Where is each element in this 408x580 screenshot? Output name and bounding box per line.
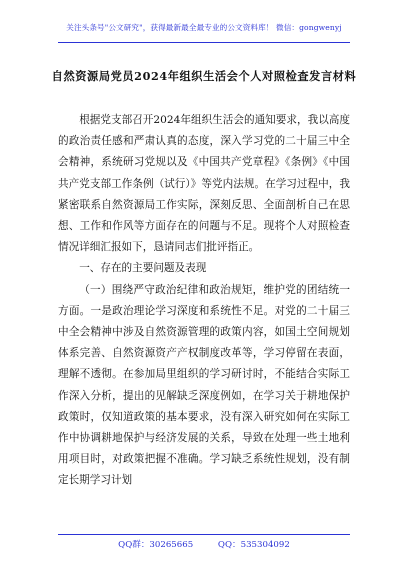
document-body [58, 110, 350, 492]
intro-paragraph: 根据党支部召开2024年组织生活会的通知要求，我以高度的政治责任感和严肃认真的态度，深入学习党的二十届三中全会精神，系统研习党规以及《中国共产党章程》《条例》《中国共产党支部工作条例（试行）》等党内法规。在学习过程中，我紧密联系自然资源局工作实际，深刻反思、全面剖析自己在思想、工作和作风等方面存在的问题与不足。现将个人对照检查情况详细汇报如下，恳请同志们批评指正。 [58, 114, 350, 254]
footer-qq-group: QQ群：30265665 [118, 540, 194, 550]
section-paragraph: （一）围绕严守政治纪律和政治规矩，维护党的团结统一方面。一是政治理论学习深度和系统性不足。对党的二十届三中全会精神中涉及自然资源管理的政策内容，如国土空间规划体系完善、自然资源资产产权制度改革等，学习停留在表面，理解不透彻。在参加局里组织的学习研讨时，不能结合实际工作深入分析，提出的见解缺乏深度例如，在学习关于耕地保护政策时，仅知道政策的基本要求，没有深入研究如何在实际工作中协调耕地保护与经济发展的关系，导致在处理一些土地利用项目时，对政策把握不准确。学习缺乏系统性规划，没有制定长期学习计划 [58, 283, 350, 487]
footer-divider [58, 534, 350, 535]
footer-contact [58, 538, 350, 550]
section-heading: 一、存在的主要问题及表现 [79, 262, 207, 275]
header-banner: 关注头条号"公文研究"，获得最新最全最专业的公文资料库！ 微信：gongwenyj [66, 23, 342, 32]
footer-qq: QQ：535304092 [217, 540, 290, 550]
document-title: 自然资源局党员2024年组织生活会个人对照检查发言材料 [51, 69, 357, 83]
header-divider [58, 42, 350, 43]
